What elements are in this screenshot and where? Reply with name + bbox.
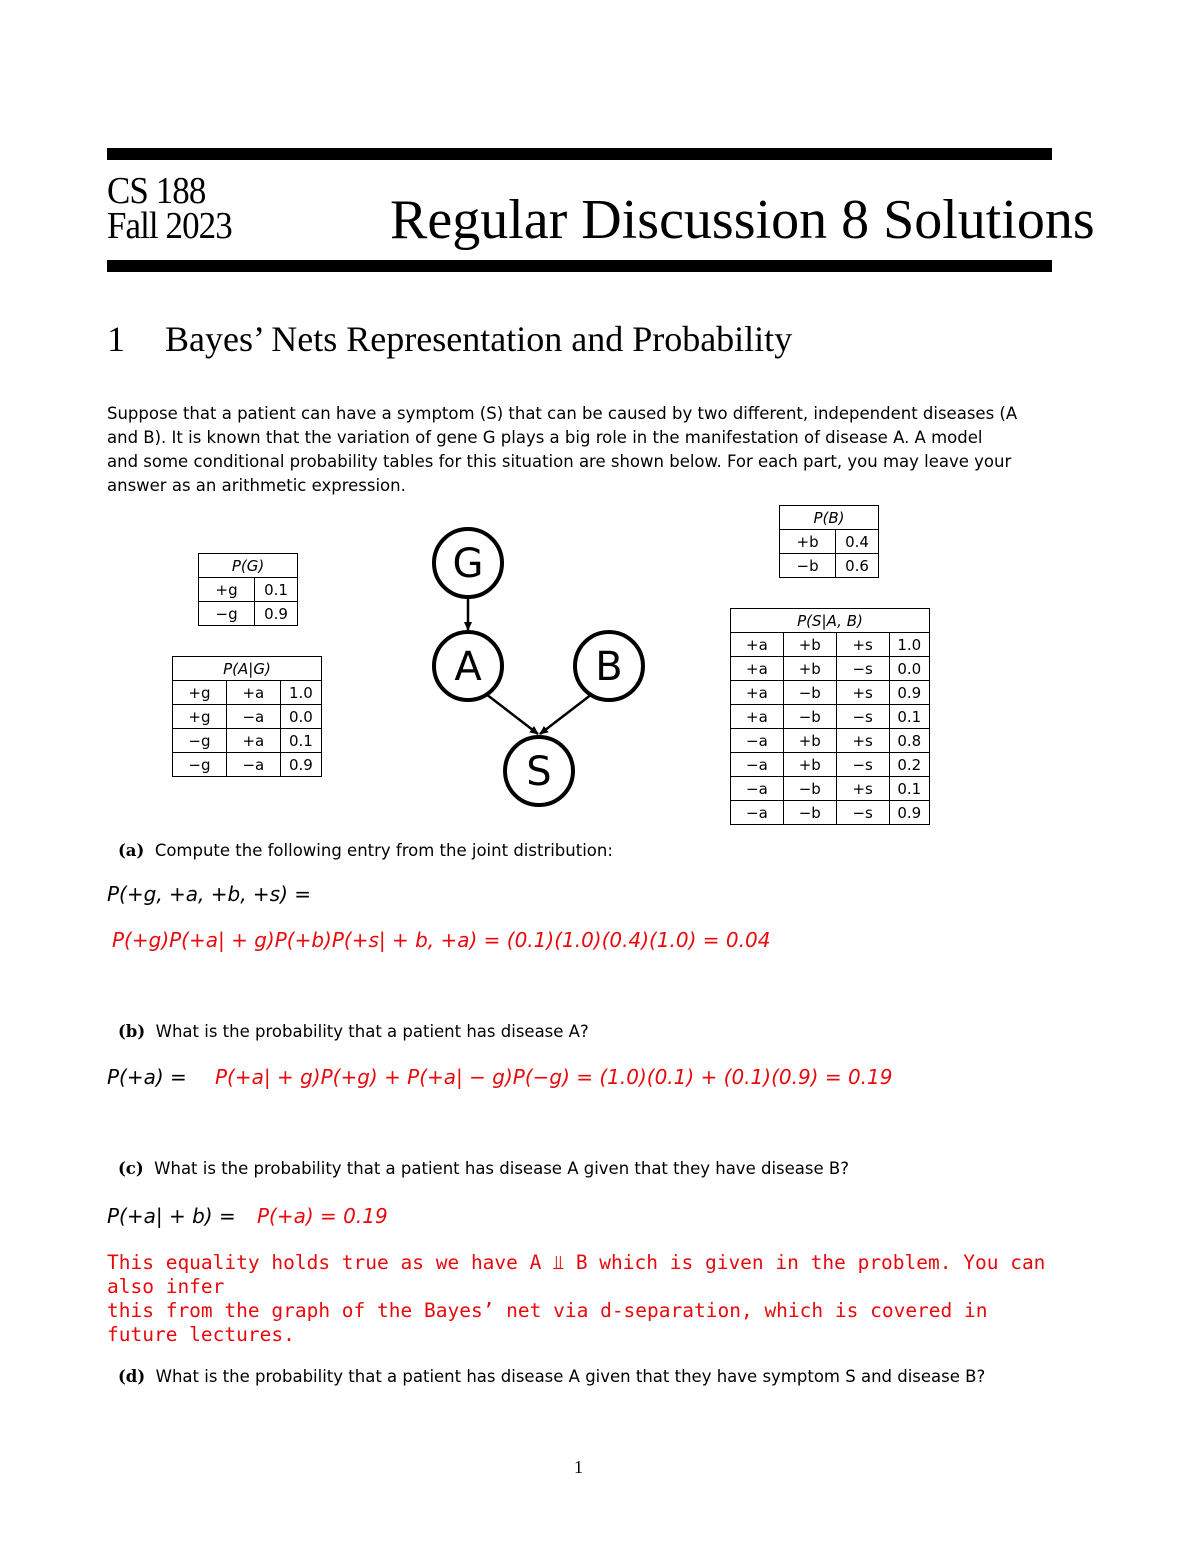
question-c-explanation-line-2: this from the graph of the Bayes’ net via d-separation, which is covered in future lectures. <box>107 1299 988 1346</box>
table-row <box>780 554 879 578</box>
table-cell: 0.6 <box>836 554 879 578</box>
table-row <box>731 681 930 705</box>
table-header: P(B) <box>780 506 879 530</box>
table-cell: 0.1 <box>889 777 929 801</box>
question-b-text: What is the probability that a patient has disease A? <box>155 1022 589 1041</box>
table-row <box>731 633 930 657</box>
table-cell: 0.9 <box>889 681 929 705</box>
table-cell: −b <box>783 801 836 825</box>
table-row <box>731 657 930 681</box>
node-g <box>434 529 502 597</box>
intro-line-1: Suppose that a patient can have a symptom (S) that can be caused by two different, independent diseases (A <box>107 404 1018 423</box>
table-row <box>199 578 298 602</box>
question-b-expression: P(+a) = <box>107 1065 187 1089</box>
question-b-answer: P(+a| + g)P(+g) + P(+a| − g)P(−g) = (1.0)(0.1) + (0.1)(0.9) = 0.19 <box>215 1065 893 1089</box>
question-c <box>118 1159 849 1178</box>
table-cell: −b <box>783 681 836 705</box>
question-a <box>118 841 613 860</box>
table-cell: +a <box>731 633 784 657</box>
question-c-explanation <box>107 1251 1067 1347</box>
node-s <box>505 737 573 805</box>
table-cell: +s <box>836 729 889 753</box>
table-cell: 0.1 <box>255 578 298 602</box>
table-cell: 0.9 <box>280 753 321 777</box>
table-row <box>731 777 930 801</box>
table-cell: −s <box>836 801 889 825</box>
node-g-label: G <box>452 541 484 587</box>
table-cell: −g <box>173 753 227 777</box>
node-a-label: A <box>454 644 482 690</box>
question-c-expression: P(+a| + b) = <box>107 1204 236 1228</box>
table-cell: 0.4 <box>836 530 879 554</box>
table-cell: +b <box>783 753 836 777</box>
section-title: Bayes’ Nets Representation and Probability <box>165 319 793 359</box>
intro-paragraph <box>107 402 1057 498</box>
table-cell: −a <box>226 753 280 777</box>
table-cell: −s <box>836 657 889 681</box>
node-s-label: S <box>526 749 552 795</box>
table-row <box>780 530 879 554</box>
table-cell: −g <box>173 729 227 753</box>
table-cell: +g <box>173 681 227 705</box>
header-bottom-rule <box>107 260 1052 272</box>
table-row <box>173 753 322 777</box>
table-cell: +a <box>226 681 280 705</box>
question-a-answer: P(+g)P(+a| + g)P(+b)P(+s| + b, +a) = (0.1)(1.0)(0.4)(1.0) = 0.04 <box>112 928 771 952</box>
question-b <box>118 1022 589 1041</box>
table-cell: 1.0 <box>889 633 929 657</box>
question-a-text: Compute the following entry from the joint distribution: <box>154 841 613 860</box>
node-b-label: B <box>595 644 623 690</box>
node-b <box>575 632 643 700</box>
table-cell: −a <box>226 705 280 729</box>
table-p-a-given-g <box>172 656 322 777</box>
intro-line-4: answer as an arithmetic expression. <box>107 476 406 495</box>
table-cell: 0.9 <box>889 801 929 825</box>
question-b-label: (b) <box>118 1022 146 1041</box>
table-cell: 0.0 <box>280 705 321 729</box>
edge-b-s <box>540 694 592 734</box>
table-p-g <box>198 553 298 626</box>
table-cell: +a <box>226 729 280 753</box>
table-row <box>731 729 930 753</box>
table-header: P(G) <box>199 554 298 578</box>
course-term: Fall 2023 <box>107 205 232 247</box>
document-title: Regular Discussion 8 Solutions <box>390 189 1095 251</box>
section-heading <box>107 318 792 360</box>
table-cell: +b <box>783 729 836 753</box>
table-cell: 0.1 <box>280 729 321 753</box>
table-cell: +a <box>731 705 784 729</box>
table-cell: +a <box>731 681 784 705</box>
table-cell: +s <box>836 777 889 801</box>
table-cell: −g <box>199 602 255 626</box>
question-a-label: (a) <box>118 841 145 860</box>
table-header: P(S|A, B) <box>731 609 930 633</box>
table-cell: −s <box>836 705 889 729</box>
table-cell: +b <box>780 530 836 554</box>
table-cell: +s <box>836 681 889 705</box>
question-a-expression: P(+g, +a, +b, +s) = <box>107 882 312 906</box>
table-cell: −b <box>783 705 836 729</box>
table-row <box>731 801 930 825</box>
table-cell: −a <box>731 753 784 777</box>
intro-line-2: and B). It is known that the variation of gene G plays a big role in the manifestation of disease A. A model <box>107 428 983 447</box>
question-d <box>118 1367 985 1386</box>
question-d-label: (d) <box>118 1367 146 1386</box>
course-code: CS 188 <box>107 170 206 212</box>
table-p-s-given-a-b <box>730 608 930 825</box>
question-c-text: What is the probability that a patient has disease A given that they have disease B? <box>154 1159 849 1178</box>
table-cell: +a <box>731 657 784 681</box>
question-c-label: (c) <box>118 1159 144 1178</box>
header-top-rule <box>107 148 1052 160</box>
table-p-b <box>779 505 879 578</box>
table-cell: −b <box>780 554 836 578</box>
node-a <box>434 632 502 700</box>
table-cell: +g <box>173 705 227 729</box>
table-row <box>173 705 322 729</box>
table-cell: 0.9 <box>255 602 298 626</box>
table-row <box>731 753 930 777</box>
table-cell: 0.2 <box>889 753 929 777</box>
table-cell: 1.0 <box>280 681 321 705</box>
table-cell: +b <box>783 657 836 681</box>
table-cell: −s <box>836 753 889 777</box>
table-cell: 0.8 <box>889 729 929 753</box>
table-cell: +s <box>836 633 889 657</box>
section-number: 1 <box>107 319 125 359</box>
table-cell: −b <box>783 777 836 801</box>
page-number: 1 <box>574 1457 583 1477</box>
bayes-net-diagram <box>420 520 660 810</box>
table-cell: 0.0 <box>889 657 929 681</box>
edge-a-s <box>486 694 538 734</box>
table-cell: −a <box>731 801 784 825</box>
table-row <box>199 602 298 626</box>
table-cell: +g <box>199 578 255 602</box>
table-row <box>173 729 322 753</box>
question-c-explanation-line-1: This equality holds true as we have A ⫫ B which is given in the problem. You can also infer <box>107 1251 1046 1298</box>
table-cell: −a <box>731 777 784 801</box>
intro-line-3: and some conditional probability tables for this situation are shown below. For each part, you may leave your <box>107 452 1012 471</box>
table-cell: 0.1 <box>889 705 929 729</box>
table-cell: +b <box>783 633 836 657</box>
question-c-answer: P(+a) = 0.19 <box>257 1204 388 1228</box>
question-d-text: What is the probability that a patient has disease A given that they have symptom S and disease B? <box>155 1367 986 1386</box>
table-header: P(A|G) <box>173 657 322 681</box>
table-row <box>731 705 930 729</box>
table-cell: −a <box>731 729 784 753</box>
table-row <box>173 681 322 705</box>
